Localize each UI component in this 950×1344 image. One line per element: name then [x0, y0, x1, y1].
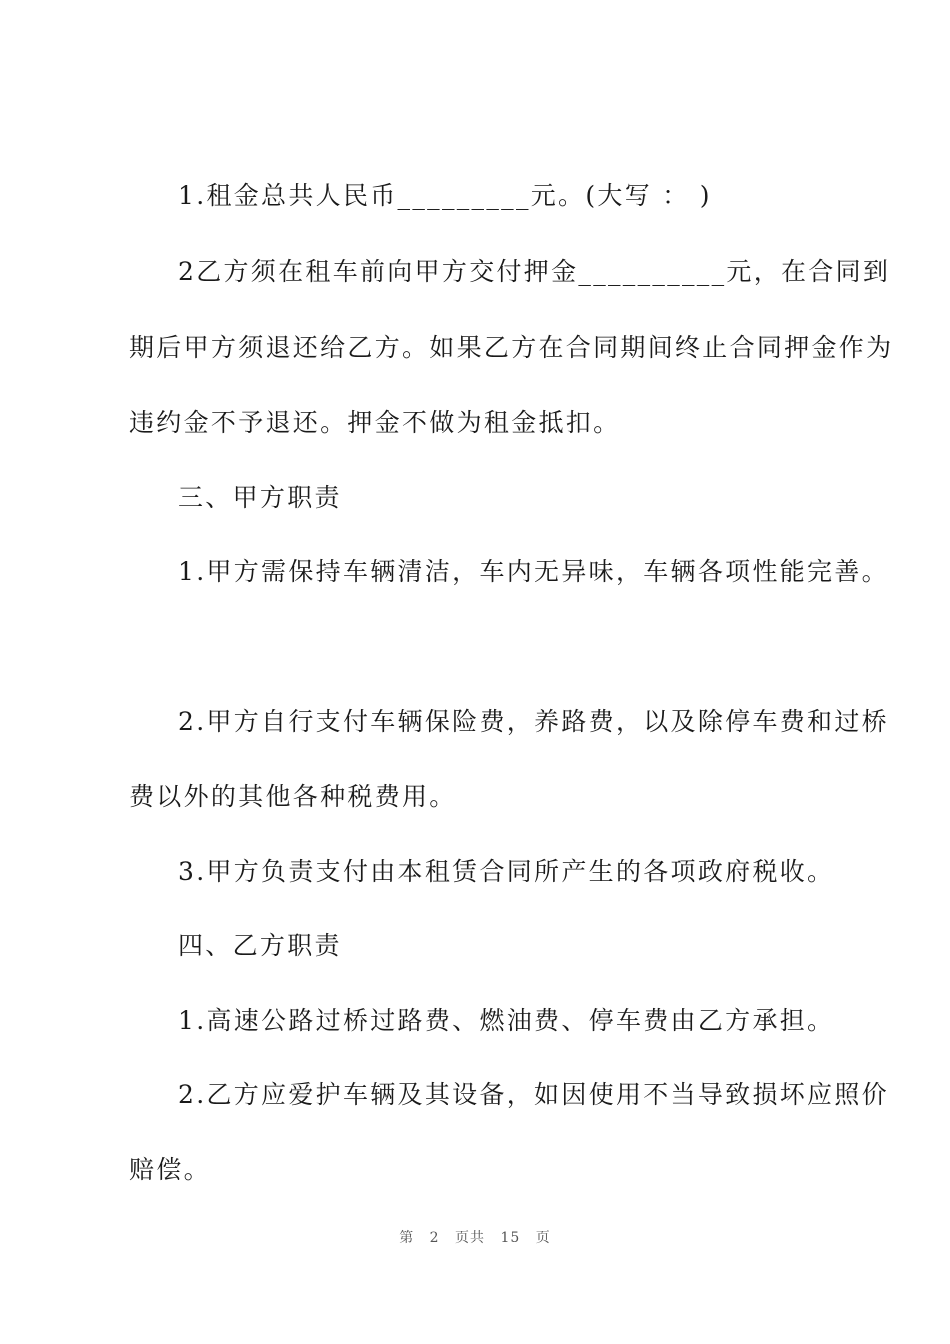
party-a-duty-1: 1.甲方需保持车辆清洁，车内无异味，车辆各项性能完善。 [178, 557, 889, 586]
party-b-duty-1: 1.高速公路过桥过路费、燃油费、停车费由乙方承担。 [178, 1006, 835, 1035]
clause-deposit-line-1: 2乙方须在租车前向甲方交付押金__________元，在合同到 [178, 257, 891, 286]
party-b-duty-2-line-2: 赔偿。 [129, 1155, 211, 1184]
section-heading-party-b: 四、乙方职责 [178, 931, 342, 960]
clause-rent-total: 1.租金总共人民币_________元。(大写 ： ) [178, 181, 712, 210]
party-a-duty-2-line-2: 费以外的其他各种税费用。 [129, 782, 457, 811]
clause-deposit-line-2: 期后甲方须退还给乙方。如果乙方在合同期间终止合同押金作为 [129, 333, 894, 362]
section-heading-party-a: 三、甲方职责 [178, 483, 342, 512]
party-a-duty-2-line-1: 2.甲方自行支付车辆保险费，养路费，以及除停车费和过桥 [178, 707, 889, 736]
footer-page-number: 2 [429, 1230, 440, 1246]
footer-prefix: 第 [399, 1230, 415, 1246]
party-a-duty-3: 3.甲方负责支付由本租赁合同所产生的各项政府税收。 [178, 857, 835, 886]
page-footer [0, 1228, 950, 1248]
footer-total-pages: 15 [500, 1230, 521, 1246]
party-b-duty-2-line-1: 2.乙方应爱护车辆及其设备，如因使用不当导致损坏应照价 [178, 1080, 889, 1109]
clause-deposit-line-3: 违约金不予退还。押金不做为租金抵扣。 [129, 408, 621, 437]
footer-suffix: 页 [535, 1230, 551, 1246]
footer-middle: 页共 [455, 1230, 486, 1246]
